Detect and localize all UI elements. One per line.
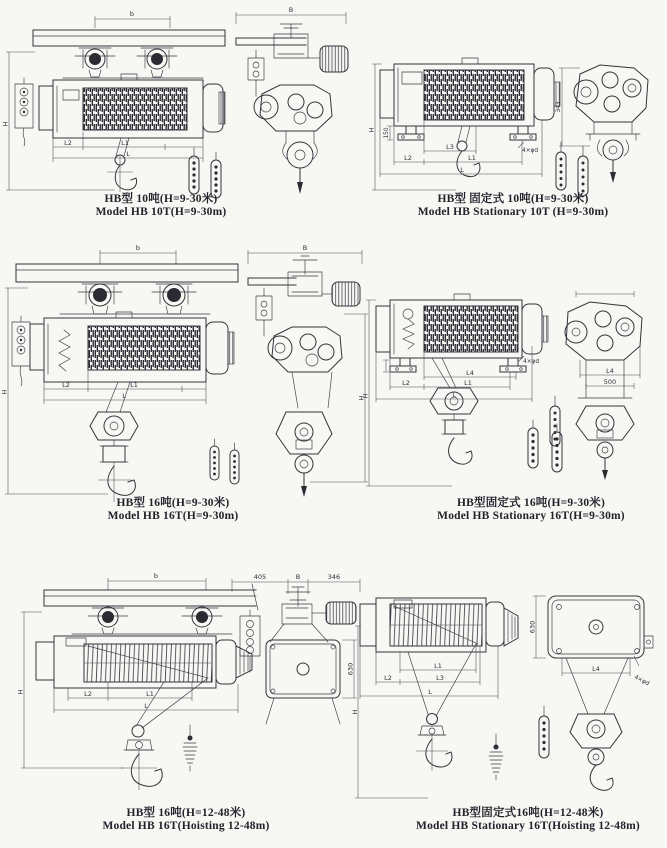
dim-label-L: L bbox=[428, 688, 432, 696]
hoist-body bbox=[36, 636, 216, 688]
figure-caption-6 bbox=[392, 807, 664, 833]
dim-label-405: 405 bbox=[253, 573, 267, 581]
dim-label-L1: L1 bbox=[464, 379, 472, 387]
trolley-shaft bbox=[293, 256, 317, 274]
hook-block bbox=[283, 131, 318, 194]
dim-label-630: 630 bbox=[528, 620, 537, 634]
dim-label-b: b bbox=[129, 10, 135, 18]
fig1-end-view bbox=[228, 4, 353, 198]
frame-plate bbox=[548, 596, 653, 658]
figure-caption-1 bbox=[36, 193, 286, 219]
fig2-side-view bbox=[367, 56, 562, 196]
frame-plate bbox=[266, 640, 340, 698]
trolley-wheel-assembly bbox=[182, 607, 222, 634]
caption-chinese: HB型 16吨(H=12-48米) bbox=[126, 807, 246, 819]
hook-block bbox=[566, 658, 628, 790]
dim-label-L2: L2 bbox=[384, 674, 392, 682]
figure-caption-3 bbox=[48, 497, 298, 523]
dim-label-L2: L2 bbox=[402, 379, 410, 387]
rope-drum bbox=[424, 70, 524, 120]
dim-label-346: 346 bbox=[327, 573, 341, 581]
rope-guide-spring bbox=[59, 330, 70, 371]
motor bbox=[203, 84, 225, 132]
caption-english: Model HB 16T(H=9-30m) bbox=[107, 510, 239, 522]
dim-label-B: B bbox=[288, 6, 294, 14]
dim-label-L1: L1 bbox=[434, 662, 442, 670]
rope-drum bbox=[83, 88, 187, 130]
fig6-end-view bbox=[518, 586, 666, 806]
fig3-side-view bbox=[0, 242, 240, 500]
dim-label-L2: L2 bbox=[64, 139, 72, 147]
dim-label-500: 500 bbox=[603, 378, 617, 386]
caption-chinese: HB型固定式16吨(H=12-48米) bbox=[452, 807, 604, 819]
dim-label-L1: L1 bbox=[121, 139, 129, 147]
hoist-body bbox=[30, 312, 206, 382]
pendant-remote bbox=[578, 146, 588, 196]
dim-label-holes: 4×φd bbox=[633, 674, 651, 688]
hoist-body bbox=[360, 598, 486, 652]
dim-label-150: 150 bbox=[384, 127, 390, 139]
mounting-feet bbox=[390, 358, 526, 372]
dim-label-H: H bbox=[357, 395, 366, 401]
pendant-control-station bbox=[256, 288, 272, 336]
figure-caption-5 bbox=[56, 807, 316, 833]
pendant-remote-pair bbox=[522, 418, 570, 474]
dim-label-H: H bbox=[1, 121, 10, 127]
dim-label-630: 630 bbox=[346, 662, 355, 676]
trolley-frame bbox=[282, 604, 312, 624]
hoist-body bbox=[380, 58, 534, 126]
caption-english: Model HB Stationary 16T(Hoisting 12-48m) bbox=[416, 820, 640, 832]
dim-label-H: H bbox=[361, 393, 370, 399]
fig2-end-view bbox=[550, 52, 664, 200]
hoist-body bbox=[39, 74, 203, 138]
dim-label-L4: L4 bbox=[592, 665, 600, 673]
caption-english: Model HB 16T(Hoisting 12-48m) bbox=[102, 820, 270, 832]
pendant-remote bbox=[556, 142, 566, 190]
hoist-frame-end bbox=[574, 65, 648, 122]
motor bbox=[312, 602, 356, 624]
dim-label-L2: L2 bbox=[404, 154, 412, 162]
fig3-end-view bbox=[238, 242, 370, 500]
dim-label-L: L bbox=[122, 392, 126, 400]
hook-carrier bbox=[586, 122, 640, 140]
hook-block bbox=[597, 140, 628, 183]
rope-anchor-pendant bbox=[489, 734, 503, 780]
caption-chinese: HB型固定式 16吨(H=9-30米) bbox=[456, 497, 606, 509]
motor bbox=[322, 282, 360, 306]
dim-label-343: 343 bbox=[556, 101, 562, 113]
support-struts bbox=[270, 624, 328, 642]
hoist-body bbox=[376, 294, 522, 358]
dim-label-L1: L1 bbox=[468, 154, 476, 162]
caption-chinese: HB型 16吨(H=9-30米) bbox=[116, 497, 230, 509]
figure-caption-4 bbox=[400, 497, 662, 523]
caption-english: Model HB 10T(H=9-30m) bbox=[95, 206, 227, 218]
trolley-shaft bbox=[280, 24, 302, 38]
pendant-control-station bbox=[15, 78, 33, 146]
rope-drum bbox=[88, 326, 200, 370]
dim-label-B: B bbox=[302, 244, 308, 252]
caption-chinese: HB型 10吨(H=9-30米) bbox=[104, 193, 218, 205]
motor bbox=[522, 304, 548, 354]
pendant-remote-pair bbox=[183, 146, 229, 200]
dim-label-L1: L1 bbox=[130, 381, 138, 389]
trolley-wheel-assembly bbox=[137, 48, 177, 77]
runway-beam bbox=[33, 30, 225, 46]
hoist-frame-end bbox=[565, 302, 642, 360]
runway-beam bbox=[16, 264, 238, 282]
trolley-wheel-assembly bbox=[75, 48, 115, 77]
caption-english: Model HB Stationary 10T (H=9-30m) bbox=[417, 206, 609, 218]
support-legs bbox=[266, 698, 340, 724]
dim-label-H: H bbox=[350, 709, 359, 715]
pendant-control-station bbox=[12, 316, 30, 386]
hook-block bbox=[408, 644, 476, 771]
trolley-wheel-assembly bbox=[78, 284, 122, 314]
runway-beam-end bbox=[248, 278, 296, 285]
dim-label-b: b bbox=[153, 572, 159, 580]
hook-block bbox=[576, 406, 634, 480]
motor bbox=[308, 46, 348, 72]
rope-anchor-pendant bbox=[183, 725, 197, 771]
caption-english: Model HB Stationary 16T(H=9-30m) bbox=[437, 510, 625, 522]
dim-label-L3: L3 bbox=[436, 674, 444, 682]
dim-label-L4: L4 bbox=[466, 369, 474, 377]
dim-label-L1: L1 bbox=[146, 690, 154, 698]
dim-label-L: L bbox=[460, 166, 464, 174]
rope-guide bbox=[403, 309, 413, 319]
trolley-wheel-assembly bbox=[152, 284, 196, 314]
hook-block bbox=[121, 678, 208, 790]
pendant-remote-pair bbox=[206, 438, 246, 484]
dim-label-H: H bbox=[16, 689, 25, 695]
dim-label-H: H bbox=[367, 127, 376, 133]
hoist-body-end bbox=[254, 85, 332, 131]
trolley-frame bbox=[288, 272, 322, 296]
pendant-remote bbox=[539, 706, 549, 758]
dim-label-L: L bbox=[126, 150, 130, 158]
runway-beam-end bbox=[236, 38, 306, 45]
dim-label-holes: 4×φd bbox=[522, 148, 539, 154]
dim-label-b: b bbox=[135, 244, 141, 252]
fig5-side-view bbox=[16, 570, 258, 806]
dim-label-holes: 4×φd bbox=[523, 359, 540, 365]
dim-label-L: L bbox=[144, 702, 148, 710]
figure-caption-2 bbox=[386, 193, 640, 219]
trolley-wheel-assembly bbox=[88, 607, 128, 634]
rope-guide-spring bbox=[403, 319, 414, 349]
dim-label-B: B bbox=[295, 573, 301, 581]
pendant-control-station bbox=[240, 610, 260, 672]
hoist-body-end bbox=[268, 327, 342, 372]
dim-label-L: L bbox=[452, 391, 456, 399]
dim-label-L3: L3 bbox=[446, 143, 454, 151]
rope-drum bbox=[424, 306, 518, 352]
pendant-control-station bbox=[248, 50, 264, 96]
caption-chinese: HB型 固定式 10吨(H=9-30米) bbox=[437, 193, 589, 205]
trolley-shaft bbox=[286, 587, 310, 606]
dim-label-H: H bbox=[0, 389, 9, 395]
hook-block bbox=[276, 372, 332, 497]
dim-label-L2: L2 bbox=[62, 381, 70, 389]
dim-label-L4: L4 bbox=[606, 367, 614, 375]
motor bbox=[486, 602, 518, 646]
fig5-end-view bbox=[226, 570, 364, 724]
motor bbox=[206, 322, 234, 374]
dim-label-L2: L2 bbox=[84, 690, 92, 698]
